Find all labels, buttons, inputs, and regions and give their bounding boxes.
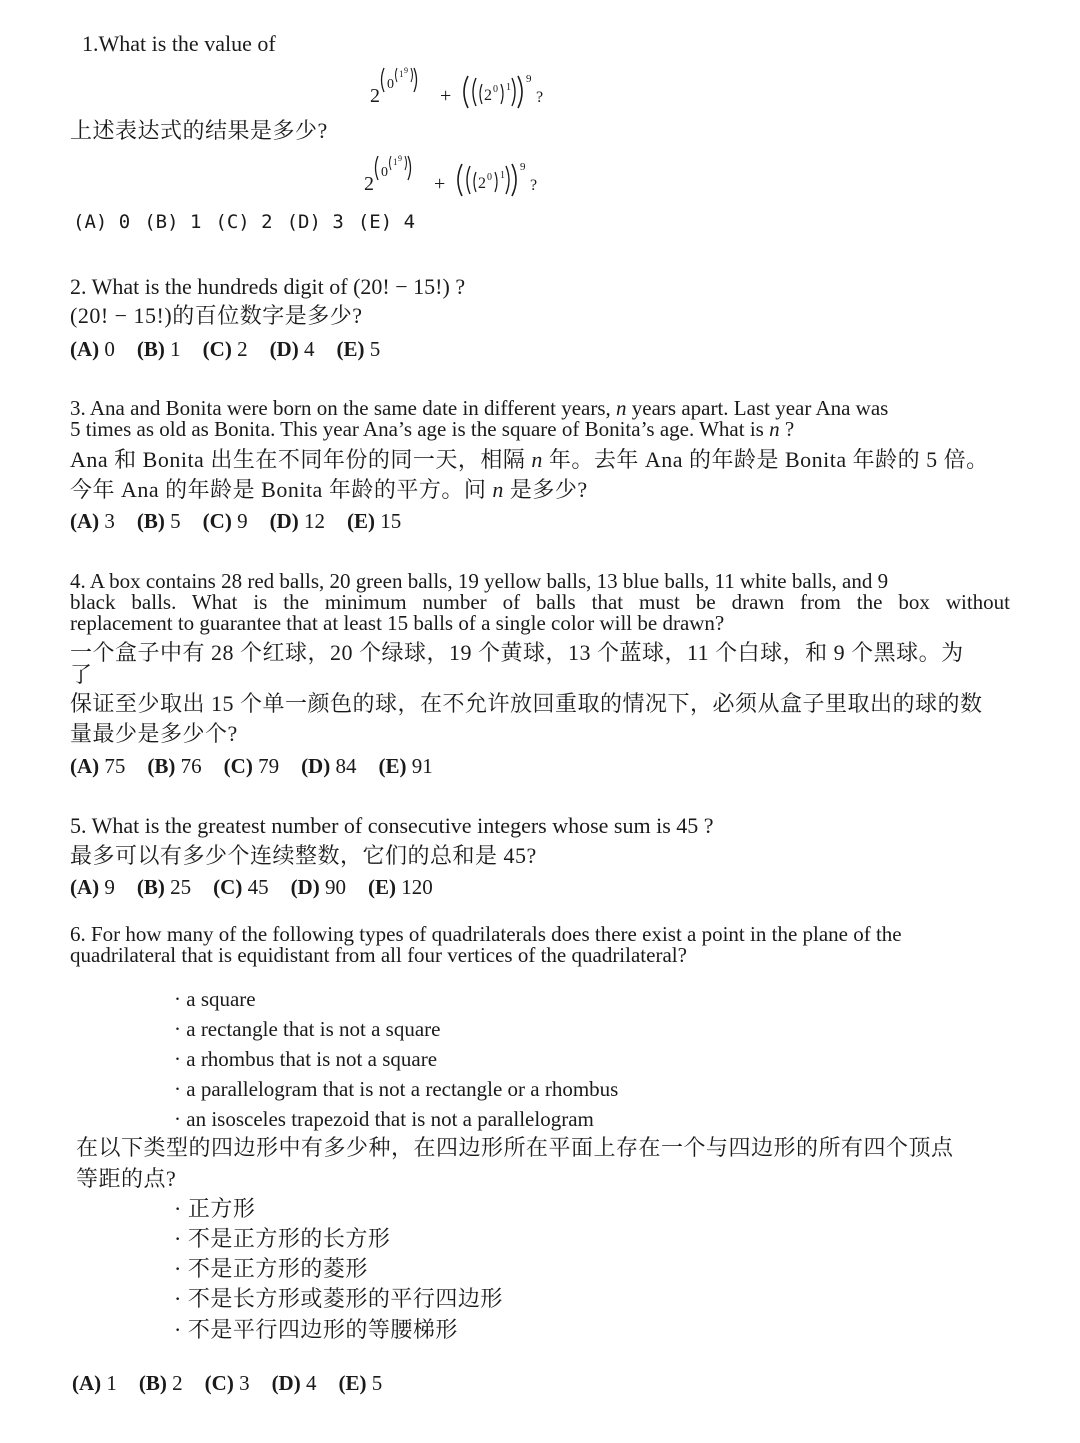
svg-text:0: 0 — [381, 165, 388, 180]
svg-text:+: + — [440, 85, 452, 107]
svg-text:0: 0 — [387, 77, 394, 92]
svg-text:2: 2 — [484, 87, 492, 104]
q5-option-d[interactable]: (D) 90 — [290, 875, 346, 899]
q6-en-item: · a rectangle that is not a square — [174, 1017, 441, 1041]
q4-option-e[interactable]: (E) 91 — [378, 754, 433, 778]
q4-option-c[interactable]: (C) 79 — [223, 754, 280, 778]
q3-option-c[interactable]: (C) 9 — [202, 509, 248, 533]
q6-cn-item: · 不是长方形或菱形的平行四边形 — [174, 1286, 503, 1311]
q3-prompt-en-line2: 5 times as old as Bonita. This year Ana’s age is the square of Bonita’s age. What is n ? — [70, 417, 795, 441]
q5-prompt-en: 5. What is the greatest number of consecutive integers whose sum is 45 ? — [70, 813, 714, 838]
q1-option-e[interactable]: (E) 4 — [357, 211, 416, 233]
q5-option-a[interactable]: (A) 9 — [70, 875, 115, 899]
q6-cn-item: · 不是正方形的菱形 — [174, 1256, 368, 1281]
q4-prompt-en-line2: black balls. What is the minimum number of balls that must be drawn from the box without — [70, 590, 1010, 614]
q6-option-c[interactable]: (C) 3 — [204, 1371, 250, 1395]
q6-cn-item: · 正方形 — [174, 1196, 256, 1221]
svg-text:?: ? — [536, 89, 544, 106]
q1-prompt-cn: 上述表达式的结果是多少? — [70, 118, 328, 143]
q1-formula-cn — [362, 150, 552, 200]
q6-prompt-cn-line1: 在以下类型的四边形中有多少种，在四边形所在平面上存在一个与四边形的所有四个顶点 — [76, 1135, 954, 1160]
svg-text:2: 2 — [370, 85, 380, 107]
q6-option-b[interactable]: (B) 2 — [138, 1371, 183, 1395]
svg-text:1: 1 — [399, 69, 404, 79]
q4-prompt-cn-line3: 保证至少取出 15 个单一颜色的球，在不允许放回重取的情况下，必须从盒子里取出的球的数 — [70, 691, 983, 716]
q4-options — [70, 755, 455, 777]
q3-prompt-cn-line1: Ana 和 Bonita 出生在不同年份的同一天，相隔 n 年。去年 Ana 的年龄是 Bonita 年龄的 5 倍。 — [70, 447, 989, 472]
svg-text:0: 0 — [493, 84, 498, 95]
q3-option-b[interactable]: (B) 5 — [136, 509, 181, 533]
q1-prompt-en: 1.What is the value of — [82, 31, 276, 56]
q6-prompt-en-line1: 6. For how many of the following types of quadrilaterals does there exist a point in the plane of the — [70, 922, 902, 946]
q2-option-c[interactable]: (C) 2 — [202, 337, 248, 361]
q6-en-item: · a square — [174, 987, 256, 1011]
q6-options — [72, 1372, 404, 1394]
svg-text:2: 2 — [478, 175, 486, 192]
q5-options — [70, 876, 455, 898]
q2-options — [70, 338, 402, 360]
q1-option-b[interactable]: (B) 1 — [144, 211, 202, 233]
q3-option-d[interactable]: (D) 12 — [269, 509, 325, 533]
q4-option-a[interactable]: (A) 75 — [70, 754, 126, 778]
q4-option-b[interactable]: (B) 76 — [147, 754, 202, 778]
q2-prompt-en: 2. What is the hundreds digit of (20! − 15!) ? — [70, 274, 466, 299]
svg-text:1: 1 — [393, 157, 398, 167]
svg-text:9: 9 — [404, 66, 408, 75]
svg-text:0: 0 — [487, 172, 492, 183]
q6-cn-item: · 不是平行四边形的等腰梯形 — [174, 1317, 458, 1342]
q6-en-item: · a parallelogram that is not a rectangle or a rhombus — [174, 1077, 619, 1101]
svg-text:9: 9 — [526, 73, 532, 85]
svg-text:1: 1 — [506, 82, 511, 93]
q3-option-e[interactable]: (E) 15 — [346, 509, 402, 533]
q6-option-d[interactable]: (D) 4 — [271, 1371, 317, 1395]
q2-option-b[interactable]: (B) 1 — [136, 337, 181, 361]
svg-text:1: 1 — [500, 170, 505, 181]
q6-en-item: · an isosceles trapezoid that is not a parallelogram — [174, 1107, 594, 1131]
q4-prompt-cn-line1: 一个盒子中有 28 个红球，20 个绿球，19 个黄球，13 个蓝球，11 个白球，和 9 个黑球。为 — [70, 640, 964, 665]
q1-options — [73, 211, 429, 233]
q6-en-item: · a rhombus that is not a square — [174, 1047, 438, 1071]
q1-formula-text: 2^(0^(1^9)) + ((2^0)^1)^9 ? — [0, 0, 12, 1]
q3-option-a[interactable]: (A) 3 — [70, 509, 115, 533]
q3-options — [70, 510, 423, 532]
q4-prompt-en-line3: replacement to guarantee that at least 15 balls of a single color will be drawn? — [70, 611, 725, 635]
q4-prompt-cn-line2: 了 — [70, 662, 93, 687]
svg-text:+: + — [434, 173, 446, 195]
svg-text:2: 2 — [364, 173, 374, 195]
q6-prompt-en-line2: quadrilateral that is equidistant from all four vertices of the quadrilateral? — [70, 943, 687, 967]
q6-option-e[interactable]: (E) 5 — [338, 1371, 383, 1395]
q4-prompt-en-line1: 4. A box contains 28 red balls, 20 green balls, 19 yellow balls, 13 blue balls, 11 white balls, and 9 — [70, 569, 889, 593]
q1-option-c[interactable]: (C) 2 — [215, 211, 273, 233]
q2-option-a[interactable]: (A) 0 — [70, 337, 115, 361]
q1-option-a[interactable]: (A) 0 — [73, 211, 131, 233]
svg-text:9: 9 — [520, 161, 526, 173]
q6-cn-item: · 不是正方形的长方形 — [174, 1226, 391, 1251]
q5-option-c[interactable]: (C) 45 — [213, 875, 269, 899]
q1-option-d[interactable]: (D) 3 — [286, 211, 344, 233]
q3-prompt-en-line1: 3. Ana and Bonita were born on the same date in different years, n years apart. Last year Ana was — [70, 396, 889, 420]
q3-prompt-cn-line2: 今年 Ana 的年龄是 Bonita 年龄的平方。问 n 是多少? — [70, 477, 588, 502]
svg-text:9: 9 — [398, 154, 402, 163]
q2-option-e[interactable]: (E) 5 — [336, 337, 381, 361]
q2-option-d[interactable]: (D) 4 — [269, 337, 315, 361]
q4-prompt-cn-line4: 量最少是多少个? — [70, 721, 238, 746]
q1-formula-en — [368, 62, 558, 112]
q6-prompt-cn-line2: 等距的点? — [76, 1166, 177, 1191]
q6-option-a[interactable]: (A) 1 — [72, 1371, 117, 1395]
q5-option-b[interactable]: (B) 25 — [136, 875, 192, 899]
q2-prompt-cn: (20! − 15!)的百位数字是多少? — [70, 303, 363, 328]
q5-prompt-cn: 最多可以有多少个连续整数，它们的总和是 45? — [70, 843, 537, 868]
q5-option-e[interactable]: (E) 120 — [367, 875, 433, 899]
svg-text:?: ? — [530, 177, 538, 194]
q4-option-d[interactable]: (D) 84 — [301, 754, 357, 778]
